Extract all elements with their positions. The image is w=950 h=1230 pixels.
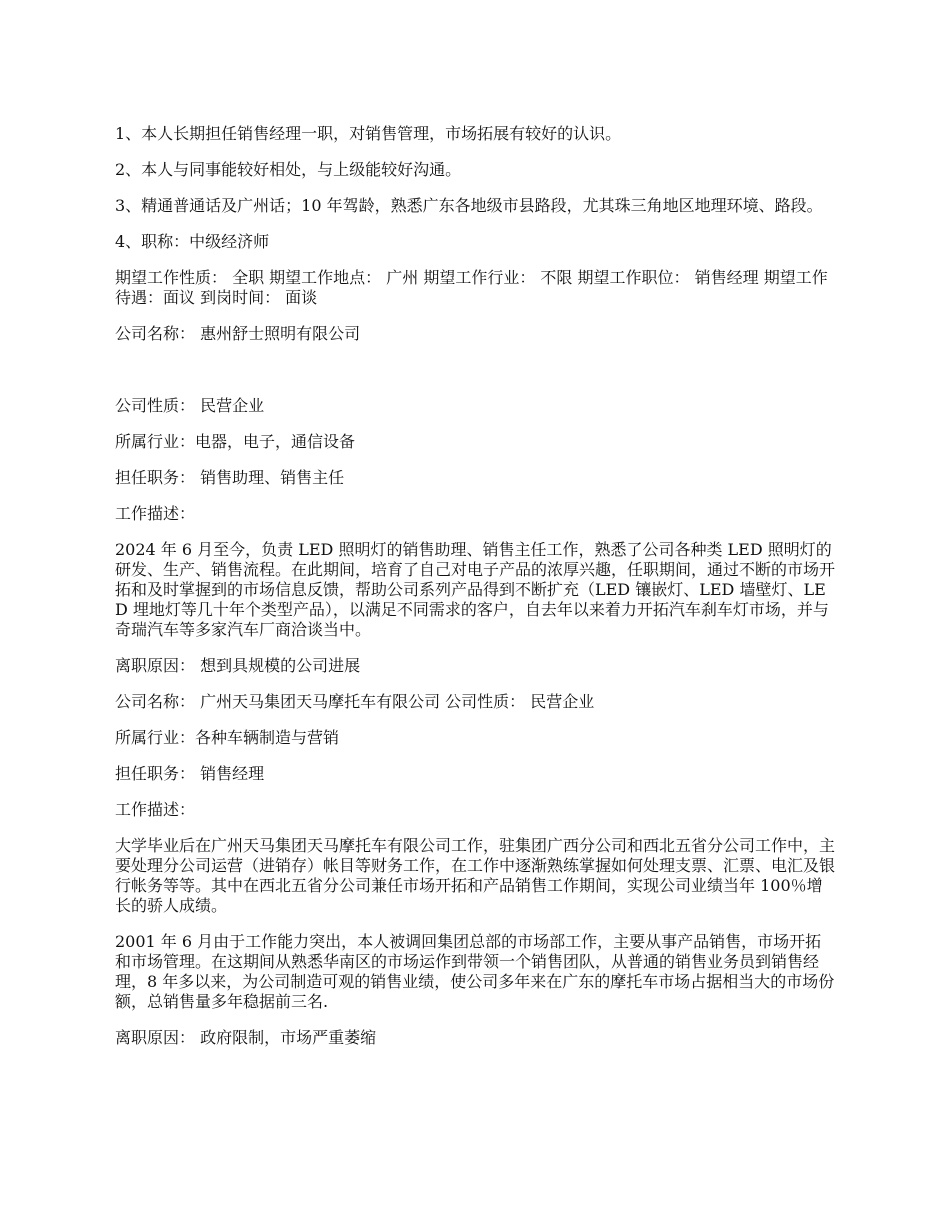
blank-spacer [115, 360, 835, 396]
company-2-position: 担任职务： 销售经理 [115, 764, 265, 783]
company-1-type: 公司性质： 民营企业 [115, 396, 265, 415]
company-2-name-type: 公司名称： 广州天马集团天马摩托车有限公司 公司性质： 民营企业 [115, 692, 595, 711]
company-1-leave-reason: 离职原因： 想到具规模的公司进展 [115, 656, 361, 675]
company-1-name: 公司名称： 惠州舒士照明有限公司 [115, 324, 361, 343]
skill-item-1: 1、本人长期担任销售经理一职，对销售管理，市场拓展有较好的认识。 [115, 124, 622, 143]
company-2-description-label: 工作描述： [115, 800, 196, 819]
company-2-leave-reason: 离职原因： 政府限制，市场严重萎缩 [115, 1028, 377, 1047]
skill-item-4: 4、职称：中级经济师 [115, 232, 270, 251]
company-2-description-2: 2001 年 6 月由于工作能力突出，本人被调回集团总部的市场部工作，主要从事产品销售，市场开拓和市场管理。在这期间从熟悉华南区的市场运作到带领一个销售团队，从普通的销售业务员到销售经理，8 年多以来，为公司制造可观的销售业绩，使公司多年来在广东的摩托车市场占据相当大的市场份额，总销售量多年稳据前三名. [115, 932, 835, 1011]
job-expectation: 期望工作性质： 全职 期望工作地点： 广州 期望工作行业： 不限 期望工作职位： 销售经理 期望工作待遇：面议 到岗时间： 面谈 [115, 268, 828, 307]
company-1-description-label: 工作描述： [115, 504, 196, 523]
document-body [115, 124, 835, 1064]
skill-item-3: 3、精通普通话及广州话；10 年驾龄，熟悉广东各地级市县路段，尤其珠三角地区地理环境、路段。 [115, 196, 823, 215]
skill-item-2: 2、本人与同事能较好相处，与上级能较好沟通。 [115, 160, 462, 179]
company-2-industry: 所属行业：各种车辆制造与营销 [115, 728, 340, 747]
company-1-position: 担任职务： 销售助理、销售主任 [115, 468, 345, 487]
company-2-description-1: 大学毕业后在广州天马集团天马摩托车有限公司工作，驻集团广西分公司和西北五省分公司工作中，主要处理分公司运营（进销存）帐目等财务工作，在工作中逐渐熟练掌握如何处理支票、汇票、电汇及银行帐务等等。其中在西北五省分公司兼任市场开拓和产品销售工作期间，实现公司业绩当年 100％增长的骄人成绩。 [115, 836, 836, 915]
company-1-industry: 所属行业：电器，电子，通信设备 [115, 432, 356, 451]
company-1-description: 2024 年 6 月至今，负责 LED 照明灯的销售助理、销售主任工作，熟悉了公司各种类 LED 照明灯的研发、生产、销售流程。在此期间，培育了自己对电子产品的浓厚兴趣，任职期间，通过不断的市场开拓和及时掌握到的市场信息反馈，帮助公司系列产品得到不断扩充（LED 镶嵌灯、LED 墙壁灯、LED 埋地灯等几十年个类型产品），以满足不同需求的客户，自去年以来着力开拓汽车刹车灯市场，并与奇瑞汽车等多家汽车厂商洽谈当中。 [115, 540, 836, 639]
